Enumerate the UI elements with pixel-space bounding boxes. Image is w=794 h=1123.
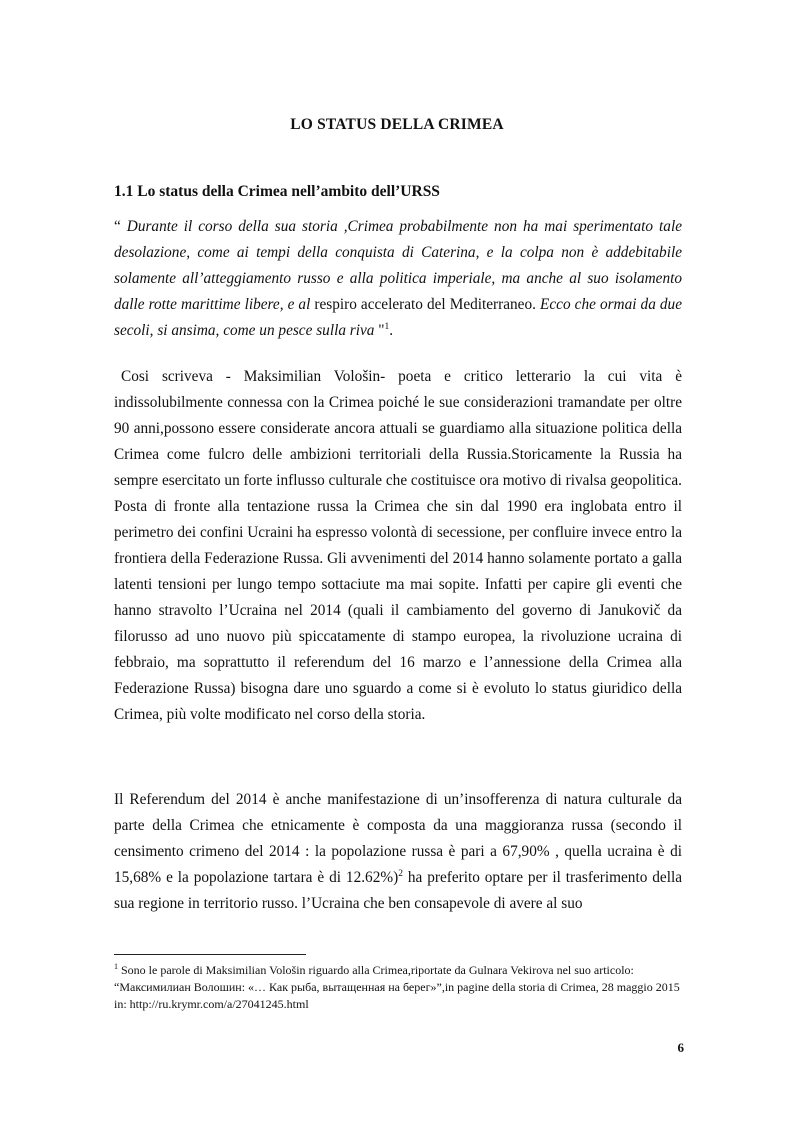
footnote-reference-1: 1 bbox=[384, 321, 390, 332]
quote-italic-text: Durante il corso della sua storia ,Crimea probabilmente non ha mai sperimentato tale desolazione, come ai tempi della conquista di Caterina, e la colpa non è addebitabile solamente all’atteggiamento russo e alla politica imperiale, ma anche al suo isolamento dalle rotte marittime libere, e al bbox=[114, 218, 682, 313]
paragraph-1: Cosi scriveva - Maksimilian Vološin- poeta e critico letterario la cui vita è indissolubilmente connessa con la Crimea poiché le sue considerazioni tramandate per oltre 90 anni,possono essere considerate ancora attuali se guardiamo alla situazione politica della Crimea come fulcro delle ambizioni territoriali della Russia.Storicamente la Russia ha sempre esercitato un forte influsso culturale che costituisce ora motivo di rivalsa geopolitica. Posta di fronte alla tentazione russa la Crimea che sin dal 1990 era inglobata entro il perimetro dei confini Ucraini ha espresso volontà di secessione, per confluire invece entro la frontiera della Federazione Russa. Gli avvenimenti del 2014 hanno solamente portato a galla latenti tensioni per lungo tempo sottaciute ma mai sopite. Infatti per capire gli eventi che hanno stravolto l’Ucraina nel 2014 (quali il cambiamento del governo di Janukovič da filorusso ad uno nuovo più spiccatamente di stampo europea, la rivoluzione ucraina di febbraio, ma soprattutto il referendum del 16 marzo e l’annessione della Crimea alla Federazione Russa) bisogna dare uno sguardo a come si è evoluto lo status giuridico della Crimea, più volte modificato nel corso della storia. bbox=[114, 368, 682, 723]
opening-quote bbox=[114, 214, 682, 344]
footnote-text: Sono le parole di Maksimilian Vološin riguardo alla Crimea,riportate da Gulnara Vekirova nel suo articolo: “Максимилиан Волошин: «… Как рыба, вытащенная на берег»”,in pagine della storia di Crimea, 28 maggio 2015 in: http://ru.krymr.com/a/27041245.html bbox=[114, 963, 680, 1011]
quote-end: . bbox=[389, 322, 394, 339]
page-title: LO STATUS DELLA CRIMEA bbox=[290, 116, 504, 133]
footnote-divider bbox=[114, 954, 306, 955]
footnote-1 bbox=[114, 962, 684, 1013]
section-heading: 1.1 Lo status della Crimea nell’ambito dell’URSS bbox=[114, 183, 440, 200]
page-number: 6 bbox=[677, 1040, 684, 1055]
footnote-number: 1 bbox=[114, 962, 118, 971]
quote-italic-text-2: Ecco che ormai da due secoli, si ansima, come un pesce sulla riva bbox=[114, 296, 682, 339]
paragraph-2-text-cont: ha preferito optare per il trasferimento della sua regione in territorio russo. l’Ucraina che ben consapevole di avere al suo bbox=[114, 869, 682, 912]
quote-close-mark: " bbox=[378, 322, 385, 339]
paragraph-2-text: Il Referendum del 2014 è anche manifestazione di un’insofferenza di natura culturale da parte della Crimea che etnicamente è composta da una maggioranza russa (secondo il censimento crimeno del 2014 : la popolazione russa è pari a 67,90% , quella ucraina è di 15,68% e la popolazione tartara è di 12.62%) bbox=[114, 791, 682, 886]
paragraph-2 bbox=[114, 787, 682, 917]
quote-upright-text: respiro accelerato del Mediterraneo. bbox=[314, 296, 536, 313]
quote-open-mark: “ bbox=[114, 218, 121, 235]
footnote-reference-2: 2 bbox=[398, 868, 403, 879]
